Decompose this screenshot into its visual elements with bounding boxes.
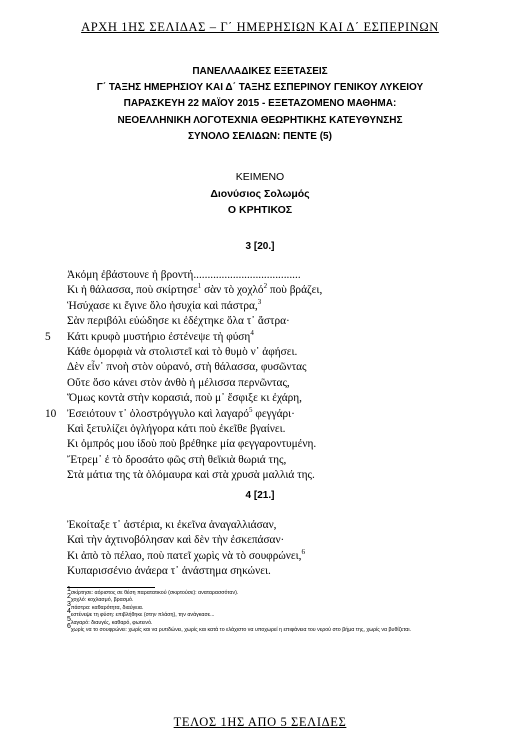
verse-line (0, 468, 520, 483)
verse-fragment: Κυπαρισσένιο ἀνάερα τ᾿ ἀνάστημα σηκώνει. (67, 565, 271, 578)
footnote-ref: 1 (197, 282, 202, 291)
poem-title: Ο ΚΡΗΤΙΚΟΣ (227, 204, 293, 216)
footnote-text: εστένεψε τη φύση: επιβλήθηκε (στην πλάση), την ανάγκασε... (70, 612, 215, 619)
verse-text (67, 453, 286, 468)
footnotes (67, 586, 507, 634)
verse-line (0, 299, 520, 314)
footnote-text: χοχλό: κοχλασμό, βρασμό. (70, 597, 134, 604)
verse-fragment: Κι ἡ θάλασσα, ποὺ σκίρτησε (67, 284, 198, 297)
verse-fragment: Ὅμως κοντὰ στὴν κορασιά, ποὺ μ᾿ ἔσφιξε κι ἐχάρη, (67, 392, 303, 405)
verse-text (67, 518, 277, 533)
verse-text (67, 299, 261, 314)
verse-text (67, 422, 285, 437)
verse-fragment: Ἡσύχασε κι ἔγινε ὅλο ἡσυχία καὶ πάστρα, (67, 299, 258, 312)
footnote (67, 623, 507, 634)
footnote-ref: 6 (301, 548, 305, 557)
verse-text (67, 533, 284, 548)
line-number: 10 (45, 407, 57, 420)
exam-classes: Γ΄ ΤΑΞΗΣ ΗΜΕΡΗΣΙΟΥ ΚΑΙ Δ΄ ΤΑΞΗΣ ΕΣΠΕΡΙΝΟΥ ΓΕΝΙΚΟΥ ΛΥΚΕΙΟΥ (96, 82, 424, 94)
verse-fragment: Κι ἀπὸ τὸ πέλαο, ποὺ πατεῖ χωρὶς νὰ τὸ σουφρώνει, (67, 549, 302, 562)
footnote-number: 5 (67, 615, 71, 623)
exam-title: ΠΑΝΕΛΛΑΔΙΚΕΣ ΕΞΕΤΑΣΕΙΣ (192, 66, 328, 77)
verse-text (67, 407, 295, 422)
footnote-ref: 4 (250, 328, 254, 337)
verse-line (0, 407, 520, 422)
section-label-3: 3 [20.] (245, 241, 275, 252)
footnote-ref: 2 (263, 282, 268, 291)
verse-text (67, 564, 271, 579)
verse-fragment: Ἐκοίταξε τ᾿ ἀστέρια, κι ἐκεῖνα ἀναγαλλιάσαν, (67, 519, 277, 531)
verse-fragment: Κάθε ὀμορφιὰ νὰ στολιστεῖ καὶ τὸ θυμὸ ν᾿ ἀφήσει. (67, 345, 298, 358)
footnote-text: λαγαρό: διαυγές, καθαρό, φωτεινό. (70, 619, 153, 626)
verse-line (0, 268, 520, 283)
verse-line (0, 360, 520, 375)
verse-line (0, 549, 520, 564)
verse-text (67, 314, 290, 329)
verse-fragment: Κάτι κρυφὸ μυστήριο ἐστένεψε τὴ φύση (67, 330, 251, 343)
verse-fragment: Κι ὀμπρός μου ἰδοὺ ποὺ βρέθηκε μία φεγγαροντυμένη. (67, 438, 317, 451)
verse-fragment: Στὰ μάτια της τὰ ὁλόμαυρα καὶ στὰ χρυσὰ μαλλιά της. (67, 469, 315, 482)
verse-text (67, 268, 301, 283)
page-header: ΑΡΧΗ 1ΗΣ ΣΕΛΙΔΑΣ – Γ΄ ΗΜΕΡΗΣΙΩΝ ΚΑΙ Δ΄ ΕΣΠΕΡΙΝΩΝ (81, 20, 439, 34)
footnote-text: σκίρτησε: αόριστος σε θέση παρατατικού (σκιρτούσε): αναταρασσόταν). (70, 590, 239, 596)
verse-fragment: Καὶ τὴν ἀχτινοβόλησαν καὶ δὲν τὴν ἐσκεπάσαν· (67, 534, 285, 547)
verse-fragment: Ἐσειότουν τ᾿ ὁλοστρόγγυλο καὶ λαγαρό (67, 407, 249, 420)
footnote-text: χωρίς να το σουφρώνει: χωρίς και να ρυτιδώνει, χωρίς και κατά το ελάχιστο να υποχωρεί η επιφάνεια του νερού στο βήμα της, χωρίς να βυθίζεται. (70, 627, 411, 634)
poem-section-3 (0, 268, 520, 483)
verse-fragment: Ἀκόμη ἐβάστουνε ἡ βροντή...................................... (67, 269, 301, 281)
verse-text (67, 376, 290, 391)
verse-fragment: σὰν τὸ χοχλό (201, 284, 264, 297)
verse-line (0, 533, 520, 548)
verse-text (67, 283, 322, 298)
verse-line (0, 391, 520, 406)
verse-text (67, 330, 254, 345)
verse-line (0, 330, 520, 345)
footnote-number: 4 (67, 608, 71, 616)
verse-line (0, 422, 520, 437)
verse-text (67, 345, 297, 360)
footnote-divider (67, 587, 155, 588)
verse-line (0, 564, 520, 579)
verse-line (0, 518, 520, 533)
verse-text (67, 437, 316, 452)
exam-page-count: ΣΥΝΟΛΟ ΣΕΛΙΔΩΝ: ΠΕΝΤΕ (5) (188, 130, 332, 142)
verse-text (67, 360, 307, 375)
verse-fragment: Ἔτρεμ᾿ ἐ τὸ δροσάτο φῶς στὴ θεϊκιὰ θωριά της, (67, 453, 287, 466)
text-author: Διονύσιος Σολωμός (210, 187, 310, 200)
footnote (67, 608, 507, 619)
footnote-ref: 3 (257, 298, 262, 307)
poem-section-4 (0, 518, 520, 580)
footnote-number: 1 (67, 586, 71, 594)
footnote (67, 586, 507, 597)
footnote-number: 2 (67, 593, 71, 601)
section-label-4: 4 [21.] (245, 490, 275, 501)
footnote-text: πάστρα: καθαρότητα, διαύγεια. (70, 604, 144, 611)
footnote-ref: 5 (249, 405, 253, 414)
verse-fragment: Σὰν περιβόλι εὐώδησε κι ἐδέχτηκε ὅλα τ᾿ ἄστρα· (67, 315, 290, 328)
page-footer: ΤΕΛΟΣ 1ΗΣ ΑΠΟ 5 ΣΕΛΙΔΕΣ (173, 715, 347, 729)
verse-line (0, 376, 520, 391)
exam-subject: ΝΕΟΕΛΛΗΝΙΚΗ ΛΟΓΟΤΕΧΝΙΑ ΘΕΩΡΗΤΙΚΗΣ ΚΑΤΕΥΘΥΝΣΗΣ (117, 114, 403, 126)
verse-text (67, 468, 315, 483)
footnote-number: 6 (67, 623, 71, 631)
text-header (0, 169, 520, 219)
verse-line (0, 437, 520, 452)
exam-info (0, 64, 520, 145)
verse-fragment: ποὺ βράζει, (267, 284, 323, 297)
text-heading: ΚΕΙΜΕΝΟ (235, 171, 285, 183)
footnote-number: 3 (67, 601, 71, 609)
verse-line (0, 283, 520, 298)
verse-line (0, 453, 520, 468)
verse-line (0, 314, 520, 329)
line-number: 5 (45, 330, 51, 343)
verse-fragment: Δὲν εἶν᾿ πνοὴ στὸν οὐρανό, στὴ θάλασσα, φυσῶντας (67, 361, 307, 374)
verse-line (0, 345, 520, 360)
verse-text (67, 549, 305, 564)
verse-text (67, 391, 302, 406)
exam-date-subject: ΠΑΡΑΣΚΕΥΗ 22 ΜΑΪΟΥ 2015 - ΕΞΕΤΑΖΟΜΕΝΟ ΜΑΘΗΜΑ: (123, 98, 397, 110)
verse-fragment: φεγγάρι· (252, 407, 295, 420)
verse-fragment: Οὔτε ὅσο κάνει στὸν ἀνθὸ ἡ μέλισσα περνῶντας, (67, 376, 290, 389)
verse-fragment: Καὶ ξετυλίζει ὀγλήγορα κάτι ποὺ ἐκεῖθε βγαίνει. (67, 422, 286, 435)
